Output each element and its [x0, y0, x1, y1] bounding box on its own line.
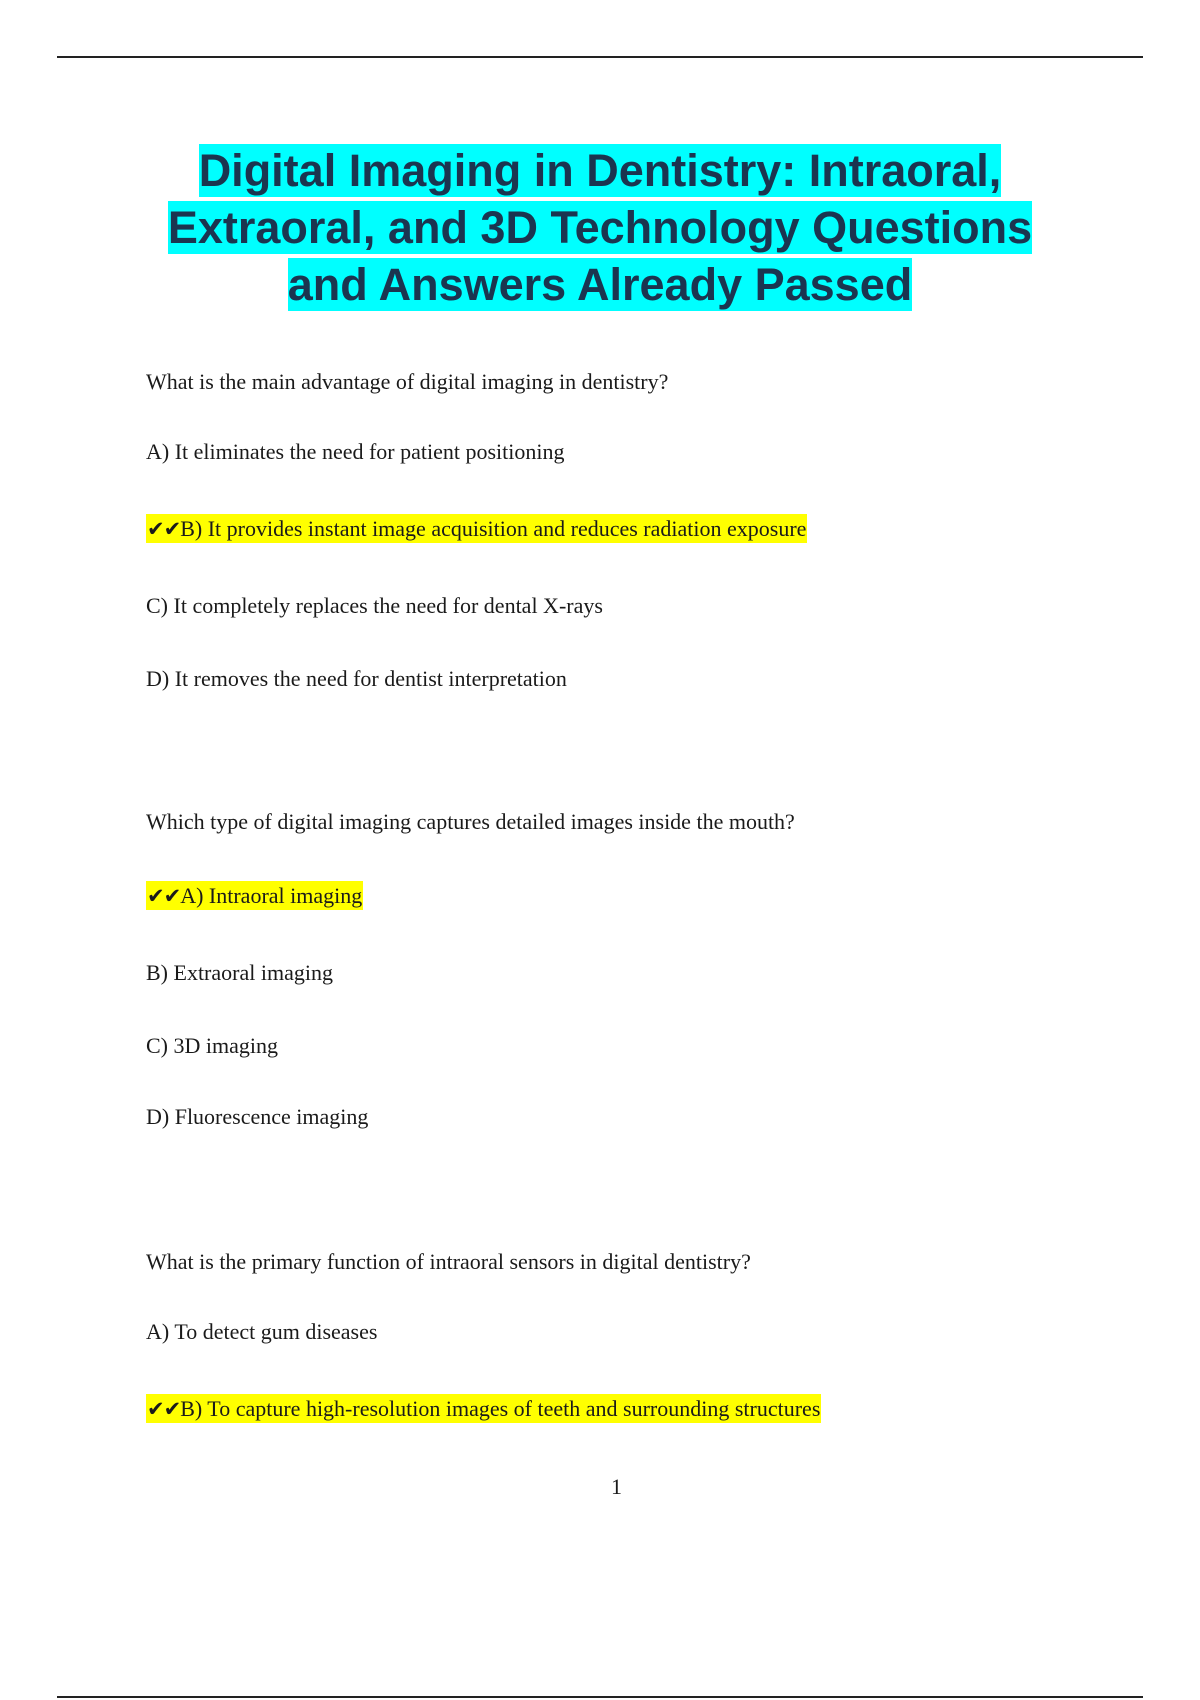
answer-highlight [146, 881, 363, 910]
option-text: A) Intraoral imaging [180, 883, 363, 908]
check-icon: ✔✔ [147, 1397, 181, 1421]
question-1-option-a: A) It eliminates the need for patient positioning [146, 439, 565, 464]
title-line-1: Digital Imaging in Dentistry: Intraoral, [198, 145, 1002, 196]
question-2: Which type of digital imaging captures detailed images inside the mouth? [146, 809, 795, 834]
page-number: 1 [611, 1474, 622, 1499]
option-text: B) To capture high-resolution images of teeth and surrounding structures [180, 1396, 821, 1421]
top-rule [57, 56, 1143, 58]
question-3-option-a: A) To detect gum diseases [146, 1319, 378, 1344]
document-title [100, 142, 1100, 313]
question-2-option-d: D) Fluorescence imaging [146, 1104, 369, 1129]
question-3-option-b-correct [146, 1395, 821, 1423]
answer-highlight [146, 1394, 821, 1423]
option-text: B) It provides instant image acquisition and reduces radiation exposure [180, 516, 807, 541]
bottom-rule [57, 1696, 1143, 1698]
question-2-option-a-correct [146, 882, 363, 910]
question-3: What is the primary function of intraoral sensors in digital dentistry? [146, 1249, 751, 1274]
question-1-option-c: C) It completely replaces the need for dental X-rays [146, 593, 603, 618]
question-1: What is the main advantage of digital imaging in dentistry? [146, 369, 669, 394]
title-line-2: Extraoral, and 3D Technology Questions [167, 202, 1033, 253]
question-1-option-d: D) It removes the need for dentist interpretation [146, 666, 567, 691]
title-line-3: and Answers Already Passed [287, 259, 913, 310]
question-2-option-b: B) Extraoral imaging [146, 960, 333, 985]
check-icon: ✔✔ [147, 884, 181, 908]
question-1-option-b-correct [146, 515, 807, 543]
question-2-option-c: C) 3D imaging [146, 1033, 278, 1058]
check-icon: ✔✔ [147, 517, 181, 541]
answer-highlight [146, 514, 807, 543]
